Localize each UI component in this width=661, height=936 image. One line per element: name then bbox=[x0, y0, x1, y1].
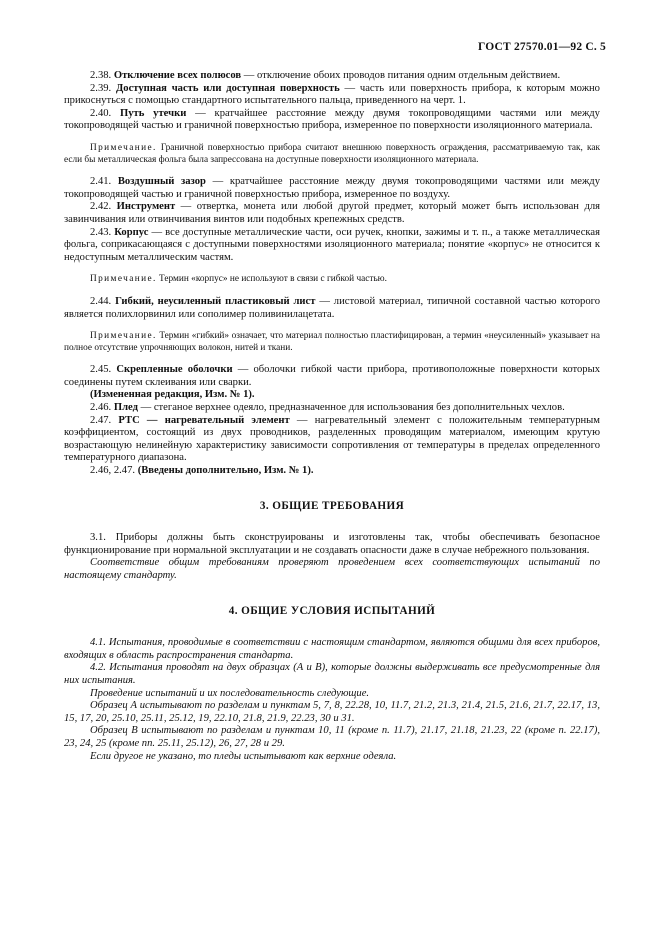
amendment-note-1: (Измененная редакция, Изм. № 1). bbox=[90, 389, 255, 401]
note-label: Примечание. bbox=[90, 274, 157, 285]
clause-term: Воздушный зазор bbox=[117, 176, 206, 188]
clause-number: 2.46. bbox=[90, 402, 112, 414]
clause-number: 2.47. bbox=[90, 414, 112, 426]
clause-number: 2.42. bbox=[90, 201, 112, 213]
amendment-note-2 bbox=[64, 465, 600, 478]
clause-2-42 bbox=[64, 201, 600, 226]
document-body bbox=[64, 70, 600, 763]
clause-term: Плед bbox=[113, 402, 138, 414]
clause-term: РТС — нагревательный элемент bbox=[118, 414, 290, 426]
note-1 bbox=[64, 143, 600, 166]
clause-text: — листовой материал, типичной составной частью которого является полихлорвинил или сополимер поливинилацетата. bbox=[64, 295, 600, 320]
note-label: Примечание. bbox=[90, 331, 157, 342]
clause-3-1: 3.1. Приборы должны быть сконструированы и изготовлены так, чтобы обеспечивать безопасное функционирование при нормальной эксплуатации и не создавать опасности даже в случае небрежного пользования. bbox=[64, 532, 600, 556]
clause-number: 2.43. bbox=[90, 226, 112, 238]
page-header: ГОСТ 27570.01—92 С. 5 bbox=[478, 41, 606, 53]
clause-2-44 bbox=[64, 296, 600, 321]
clause-text: — отвертка, монета или любой другой предмет, который может быть использован для завинчивания или отвинчивания винтов или подобных крепежных средств. bbox=[64, 201, 600, 225]
clause-term: Гибкий, неусиленный пластиковый лист bbox=[115, 295, 316, 307]
note-3 bbox=[64, 331, 600, 354]
clause-text: — кратчайшее расстояние между двумя токопроводящими частями или между токопроводящей частью и граничной поверхностью прибора, измеренное по воздуху. bbox=[64, 176, 600, 200]
note-2 bbox=[64, 274, 600, 286]
clause-number: 2.40. bbox=[90, 107, 112, 119]
clause-number: 2.45. bbox=[90, 364, 112, 376]
sample-b: Образец В испытывают по разделам и пунктам 10, 11 (кроме п. 11.7), 21.17, 21.18, 21.23, 22 (кроме п. 22.17), 23, 24, 25 (кроме пп. 25.11, 25.12), 26, 27, 28 и 29. bbox=[64, 725, 600, 749]
clause-term: Инструмент bbox=[116, 201, 176, 213]
clause-term: Доступная часть или доступная поверхность bbox=[116, 82, 340, 94]
clause-term: Скрепленные оболочки bbox=[116, 364, 233, 376]
clause-2-39 bbox=[64, 83, 600, 108]
clause-text: — часть или поверхность прибора, к которым можно прикоснуться с помощью стандартного испытательного пальца, приведенного на черт. 1. bbox=[64, 82, 600, 107]
clause-3-1-check: Соответствие общим требованиям проверяют проведением всех соответствующих испытаний по настоящему стандарту. bbox=[64, 557, 600, 581]
clause-term: Отключение всех полюсов bbox=[113, 70, 242, 81]
clause-2-46 bbox=[64, 402, 600, 415]
clause-2-40 bbox=[64, 108, 600, 133]
note-text: Термин «гибкий» означает, что материал полностью пластифицирован, а термин «неусиленный» указывает на полное отсутствие упрочняющих волокон, нитей и ткани. bbox=[64, 331, 600, 353]
clause-number: 2.39. bbox=[90, 82, 112, 94]
note-label: Примечание. bbox=[90, 142, 157, 153]
clause-number: 2.38. bbox=[90, 70, 112, 81]
clause-number: 2.41. bbox=[90, 176, 112, 188]
section-4-title: 4. ОБЩИЕ УСЛОВИЯ ИСПЫТАНИЙ bbox=[228, 604, 436, 617]
clause-text: — стеганое верхнее одеяло, предназначенное для использования без дополнительных чехлов. bbox=[137, 402, 565, 414]
clause-text: — оболочки гибкой части прибора, противоположные поверхности которых соединены путем склеивания или сварки. bbox=[64, 364, 601, 388]
clause-term: Корпус bbox=[114, 226, 149, 238]
test-order: Проведение испытаний и их последовательность следующие. bbox=[90, 687, 370, 699]
sample-a: Образец А испытывают по разделам и пунктам 5, 7, 8, 22.28, 10, 11.7, 21.2, 21.3, 21.4, 21.5, 21.6, 21.7, 22.17, 13, 15, 17, 20, 25.10, 25.11, 25.12, 19, 22.10, 21.8, 21.9, 22.23, 30 и 31. bbox=[64, 700, 600, 724]
clause-number: 2.44. bbox=[90, 295, 112, 307]
clause-2-45 bbox=[64, 364, 600, 389]
clause-text: — отключение обоих проводов питания одним отдельным действием. bbox=[241, 70, 561, 81]
clause-2-47 bbox=[64, 415, 600, 465]
clause-text: — все доступные металлические части, оси ручек, кнопки, зажимы и т. п., а также металлическая фольга, соприкасающаяся с доступными поверхностями изоляционного материала; понятие «корпус» не относится к недоступным металлическим частям. bbox=[64, 226, 600, 263]
clause-2-38 bbox=[64, 70, 600, 83]
clause-number: 2.46, 2.47. bbox=[90, 465, 136, 477]
clause-term: Путь утечки bbox=[120, 107, 187, 119]
clause-text: — нагревательный элемент с положительным температурным коэффициентом, состоящий из двух проводников, разделенных проводящим материалом, имеющим крутую возрастающую нелинейную характеристику зависимости сопротивления от температуры в пределах определенного температурного диапазона. bbox=[64, 414, 600, 464]
clause-4-1: 4.1. Испытания, проводимые в соответствии с настоящим стандартом, являются общими для всех приборов, входящих в область распространения стандарта. bbox=[64, 637, 600, 661]
clause-2-43 bbox=[64, 227, 600, 265]
plaid-note: Если другое не указано, то пледы испытывают как верхние одеяла. bbox=[90, 750, 397, 762]
clause-text: — кратчайшее расстояние между двумя токопроводящими частями или между токопроводящей частью и граничной поверхностью прибора, измеренное по поверхности изоляционного материала. bbox=[64, 107, 600, 132]
clause-2-41 bbox=[64, 176, 600, 201]
note-text: Граничной поверхностью прибора считают внешнюю поверхность ограждения, рассматриваемую так, как если бы металлическая фольга была запрессована на доступные поверхности изоляционного материала. bbox=[64, 142, 600, 165]
amendment-text: (Введены дополнительно, Изм. № 1). bbox=[137, 465, 314, 477]
note-text: Термин «корпус» не используют в связи с гибкой частью. bbox=[156, 274, 387, 285]
section-3-title: 3. ОБЩИЕ ТРЕБОВАНИЯ bbox=[259, 499, 405, 512]
clause-4-2: 4.2. Испытания проводят на двух образцах (А и В), которые должны выдерживать все предусмотренные для них испытания. bbox=[64, 662, 600, 686]
